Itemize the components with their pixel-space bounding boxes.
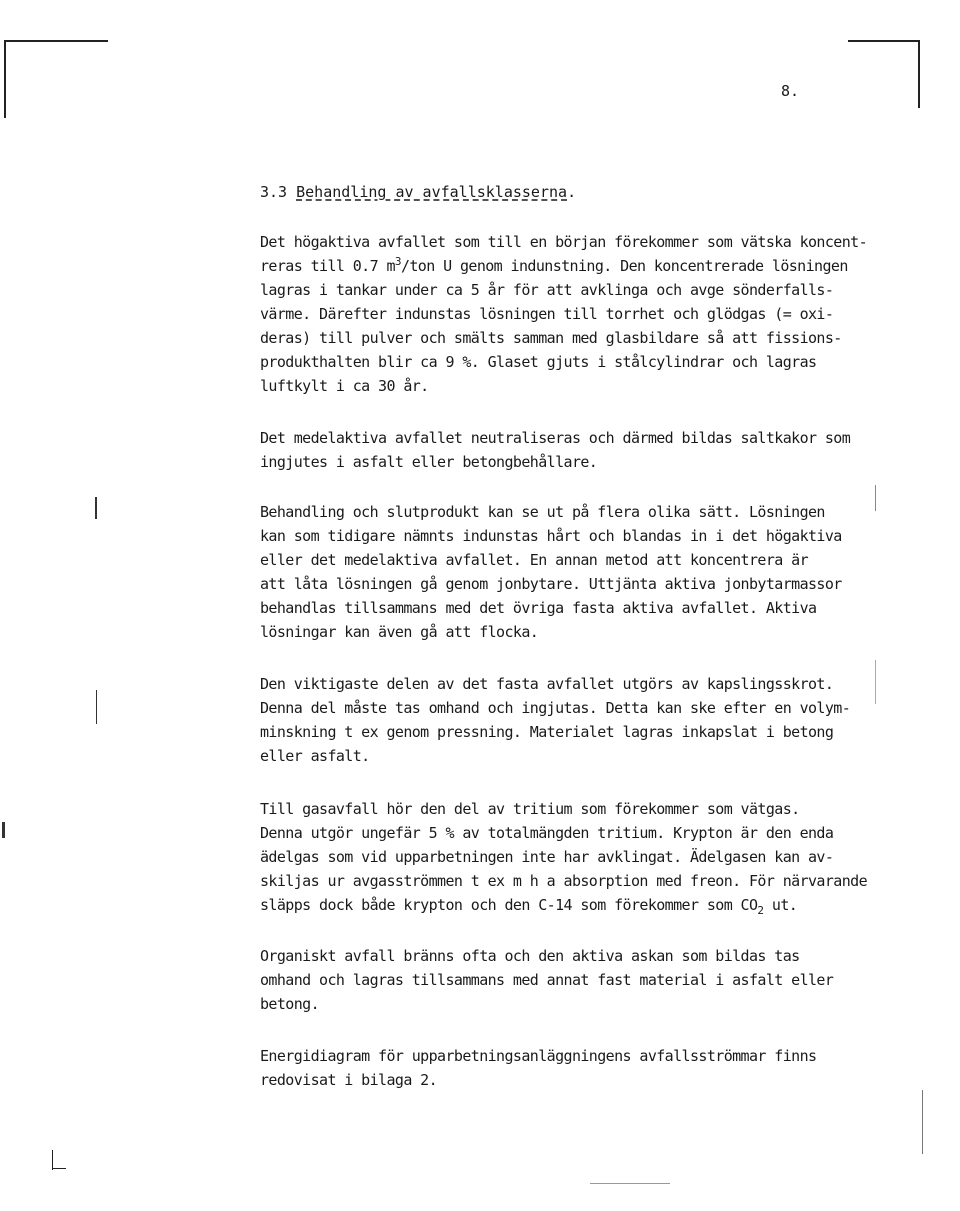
subscript: 2 (757, 904, 764, 917)
paragraph-energy-diagram (260, 1044, 820, 1092)
section-heading (260, 183, 576, 201)
corner-mark-bottom-left-vertical (52, 1150, 53, 1170)
text-line: redovisat i bilaga 2. (260, 1071, 438, 1089)
text-line: produkthalten blir ca 9 %. Glaset gjuts i stålcylindrar och lagras (260, 353, 817, 371)
corner-mark-bottom-left (52, 1168, 66, 1169)
text-line: Det högaktiva avfallet som till en början förekommer som vätska koncent- (260, 233, 868, 251)
section-title-end: . (567, 183, 577, 201)
text-line: släpps dock både krypton och den C-14 som förekommer som $CO_2$ ut. (260, 896, 798, 917)
margin-mark (922, 1090, 923, 1154)
text-line: ädelgas som vid upparbetningen inte har avklingat. Ädelgasen kan av- (260, 848, 834, 866)
text-line: reras till 0.7 $m^3$/ton U genom indunstning. Den koncentrerade lösningen (260, 255, 848, 275)
section-title: Behandling av avfallsklasserna (296, 183, 568, 201)
text-line: deras) till pulver och smälts samman med glasbildare så att fissions- (260, 329, 842, 347)
corner-mark-top-right (848, 40, 920, 42)
text-line: Behandling och slutprodukt kan se ut på flera olika sätt. Lösningen (260, 503, 825, 521)
paragraph-organic-waste (260, 944, 834, 1016)
page-number: 8. (781, 82, 800, 100)
corner-mark-left (4, 40, 6, 118)
text-line: kan som tidigare nämnts indunstas hårt och blandas in i det högaktiva (260, 527, 842, 545)
paragraph-mlw (260, 426, 851, 474)
text-line: skiljas ur avgasströmmen t ex m h a absorption med freon. För närvarande (260, 872, 868, 890)
text-line: Energidiagram för upparbetningsanläggningens avfallsströmmar finns (260, 1047, 817, 1065)
margin-mark (95, 497, 97, 519)
text-line: Denna utgör ungefär 5 % av totalmängden tritium. Krypton är den enda (260, 824, 834, 842)
margin-mark (96, 690, 97, 724)
text-line: eller asfalt. (260, 747, 370, 765)
margin-mark (2, 822, 5, 838)
paragraph-gas-waste (260, 797, 868, 917)
paragraph-hlw (260, 230, 868, 398)
text-line: Den viktigaste delen av det fasta avfallet utgörs av kapslingsskrot. (260, 675, 834, 693)
text-line: ingjutes i asfalt eller betongbehållare. (260, 453, 598, 471)
text-line: Det medelaktiva avfallet neutraliseras och därmed bildas saltkakor som (260, 429, 851, 447)
paragraph-treatment (260, 500, 842, 644)
text-line: behandlas tillsammans med det övriga fasta aktiva avfallet. Aktiva (260, 599, 817, 617)
section-number: 3.3 (260, 183, 288, 201)
text-line: betong. (260, 995, 320, 1013)
superscript: 3 (394, 255, 401, 268)
text-line: att låta lösningen gå genom jonbytare. Uttjänta aktiva jonbytarmassor (260, 575, 842, 593)
scan-artifact (590, 1183, 670, 1184)
text-line: eller det medelaktiva avfallet. En annan metod att koncentrera är (260, 551, 809, 569)
corner-mark-top-left (4, 40, 108, 42)
corner-mark-right (918, 40, 920, 108)
margin-mark (875, 485, 876, 511)
text-line: Denna del måste tas omhand och ingjutas. Detta kan ske efter en volym- (260, 699, 851, 717)
text-line: minskning t ex genom pressning. Materialet lagras inkapslat i betong (260, 723, 834, 741)
text-line: värme. Därefter indunstas lösningen till torrhet och glödgas (= oxi- (260, 305, 834, 323)
margin-mark (875, 660, 876, 704)
text-line: lösningar kan även gå att flocka. (260, 623, 539, 641)
text-line: omhand och lagras tillsammans med annat fast material i asfalt eller (260, 971, 834, 989)
text-line: Till gasavfall hör den del av tritium som förekommer som vätgas. (260, 800, 800, 818)
text-line: Organiskt avfall bränns ofta och den aktiva askan som bildas tas (260, 947, 800, 965)
text-line: luftkylt i ca 30 år. (260, 377, 429, 395)
paragraph-solid-waste (260, 672, 851, 768)
text-line: lagras i tankar under ca 5 år för att avklinga och avge sönderfalls- (260, 281, 834, 299)
